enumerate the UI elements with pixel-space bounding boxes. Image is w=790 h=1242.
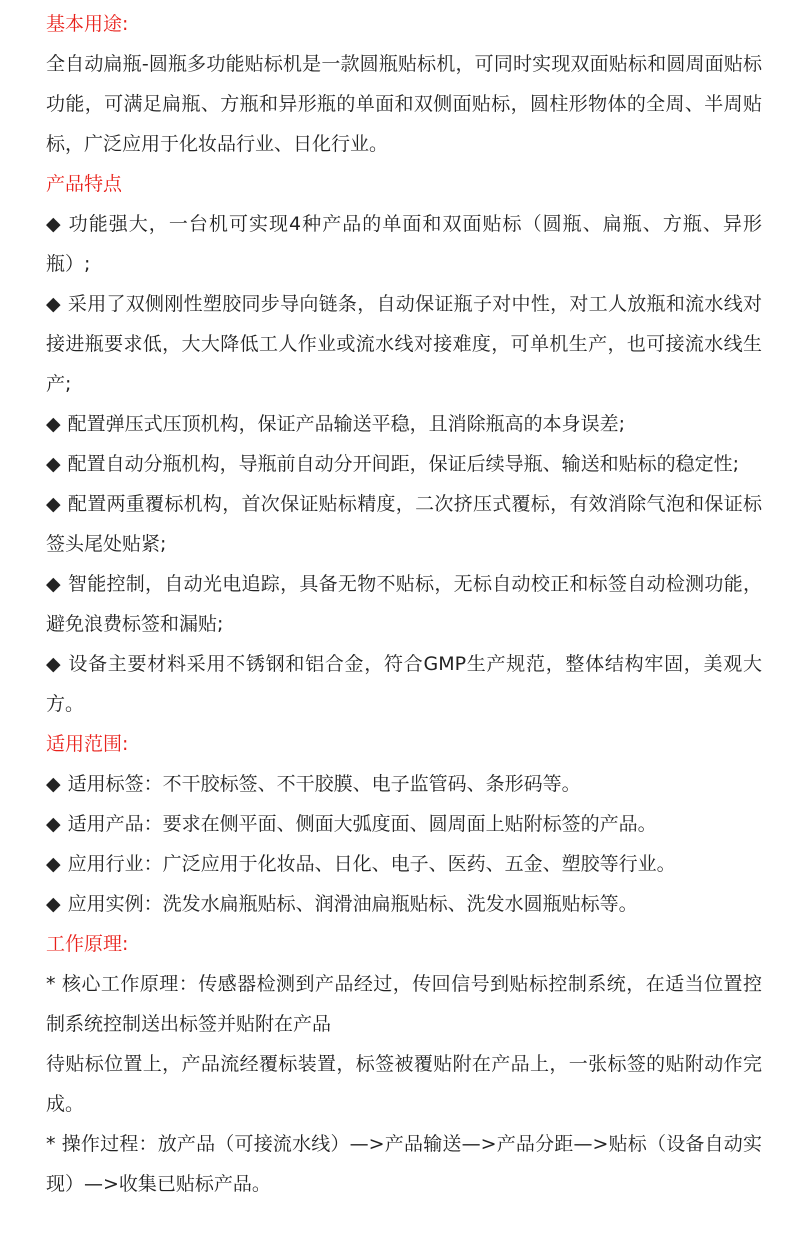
scope-item <box>46 884 762 924</box>
feature-item <box>46 284 762 404</box>
diamond-bullet-icon: ◆ <box>46 213 62 235</box>
usage-paragraph: 全自动扁瓶-圆瓶多功能贴标机是一款圆瓶贴标机，可同时实现双面贴标和圆周面贴标功能，可满足扁瓶、方瓶和异形瓶的单面和双侧面贴标，圆柱形物体的全周、半周贴标，广泛应用于化妆品行业、日化行业。 <box>46 53 762 155</box>
feature-text: 配置弹压式压顶机构，保证产品输送平稳，且消除瓶高的本身误差; <box>67 413 626 435</box>
scope-text: 适用产品：要求在侧平面、侧面大弧度面、圆周面上贴附标签的产品。 <box>67 813 657 835</box>
principle-core-line1: * 核心工作原理：传感器检测到产品经过，传回信号到贴标控制系统，在适当位置控制系统控制送出标签并贴附在产品 <box>46 973 762 1035</box>
diamond-bullet-icon: ◆ <box>46 653 62 675</box>
feature-item <box>46 404 762 444</box>
feature-text: 配置两重覆标机构，首次保证贴标精度，二次挤压式覆标，有效消除气泡和保证标签头尾处贴紧; <box>46 493 762 555</box>
diamond-bullet-icon: ◆ <box>46 573 61 595</box>
diamond-bullet-icon: ◆ <box>46 453 61 475</box>
scope-text: 适用标签：不干胶标签、不干胶膜、电子监管码、条形码等。 <box>67 773 581 795</box>
feature-text: 智能控制，自动光电追踪，具备无物不贴标，无标自动校正和标签自动检测功能，避免浪费标签和漏贴; <box>46 573 762 635</box>
feature-item <box>46 484 762 564</box>
feature-text: 配置自动分瓶机构，导瓶前自动分开间距，保证后续导瓶、输送和贴标的稳定性; <box>67 453 740 475</box>
diamond-bullet-icon: ◆ <box>46 893 61 915</box>
feature-text: 采用了双侧刚性塑胶同步导向链条，自动保证瓶子对中性，对工人放瓶和流水线对接进瓶要求低，大大降低工人作业或流水线对接难度，可单机生产，也可接流水线生产; <box>46 293 762 395</box>
section-heading-principle: 工作原理: <box>46 933 129 955</box>
diamond-bullet-icon: ◆ <box>46 493 61 515</box>
diamond-bullet-icon: ◆ <box>46 853 61 875</box>
diamond-bullet-icon: ◆ <box>46 413 61 435</box>
feature-item <box>46 564 762 644</box>
principle-process: * 操作过程：放产品（可接流水线）—>产品输送—>产品分距—>贴标（设备自动实现）—>收集已贴标产品。 <box>46 1133 762 1195</box>
scope-text: 应用实例：洗发水扁瓶贴标、润滑油扁瓶贴标、洗发水圆瓶贴标等。 <box>67 893 638 915</box>
feature-text: 功能强大，一台机可实现4种产品的单面和双面贴标（圆瓶、扁瓶、方瓶、异形瓶）; <box>46 213 762 275</box>
feature-text: 设备主要材料采用不锈钢和铝合金，符合GMP生产规范，整体结构牢固，美观大方。 <box>46 653 762 715</box>
scope-text: 应用行业：广泛应用于化妆品、日化、电子、医药、五金、塑胶等行业。 <box>67 853 676 875</box>
scope-item <box>46 804 762 844</box>
section-heading-scope: 适用范围: <box>46 733 129 755</box>
feature-item <box>46 204 762 284</box>
diamond-bullet-icon: ◆ <box>46 293 61 315</box>
diamond-bullet-icon: ◆ <box>46 813 61 835</box>
diamond-bullet-icon: ◆ <box>46 773 61 795</box>
section-heading-features: 产品特点 <box>46 173 123 195</box>
feature-item <box>46 444 762 484</box>
principle-core-line2: 待贴标位置上，产品流经覆标装置，标签被覆贴附在产品上，一张标签的贴附动作完成。 <box>46 1053 762 1115</box>
scope-item <box>46 844 762 884</box>
scope-item <box>46 764 762 804</box>
section-heading-usage: 基本用途: <box>46 13 129 35</box>
feature-item <box>46 644 762 724</box>
